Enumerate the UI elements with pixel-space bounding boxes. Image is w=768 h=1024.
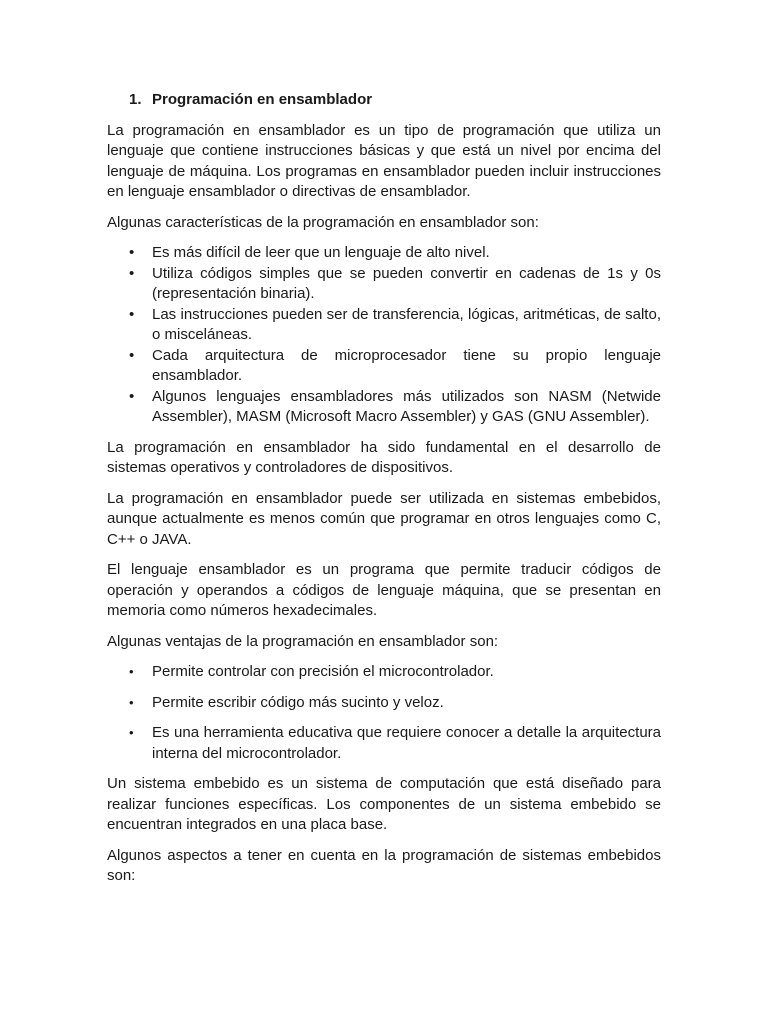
paragraph-assembler-definition: El lenguaje ensamblador es un programa que permite traducir códigos de operación y operandos a códigos de lenguaje máquina, que se presentan en memoria como números hexadecimales. [107,561,661,619]
bullet-icon: • [129,725,134,740]
section-heading [107,90,661,111]
list-item [107,693,661,714]
list-item [107,264,661,305]
paragraph-advantages-lead: Algunas ventajas de la programación en ensamblador son: [107,632,499,650]
list-item [107,346,661,387]
bullet-icon: • [129,664,134,679]
paragraph-intro: La programación en ensamblador es un tipo de programación que utiliza un lenguaje que contiene instrucciones básicas y que está un nivel por encima del lenguaje de máquina. Los programas en ensamblador pueden incluir instrucciones en lenguaje ensamblador o directivas de ensamblador. [107,121,661,200]
list-item-text: Es una herramienta educativa que requiere conocer a detalle la arquitectura interna del microcontrolador. [152,724,661,762]
list-item [107,662,661,683]
bullet-icon: • [129,387,135,405]
list-item-text: Permite controlar con precisión el microcontrolador. [152,663,494,680]
bullet-icon: • [129,305,135,323]
paragraph-characteristics-lead: Algunas características de la programación en ensamblador son: [107,213,539,231]
advantages-list [107,662,661,764]
list-item-text: Permite escribir código más sucinto y veloz. [152,693,444,711]
paragraph-embedded-use: La programación en ensamblador puede ser utilizada en sistemas embebidos, aunque actualmente es menos común que programar en otros lenguajes como C, C++ o JAVA. [107,489,661,548]
list-item-text: Las instrucciones pueden ser de transferencia, lógicas, aritméticas, de salto, o misceláneas. [152,305,661,343]
section-number: 1. [129,91,142,108]
list-item [107,305,661,346]
paragraph-embedded-aspects-lead: Algunos aspectos a tener en cuenta en la programación de sistemas embebidos son: [107,846,661,884]
list-item-text: Cada arquitectura de microprocesador tiene su propio lenguaje ensamblador. [152,346,661,384]
list-item [107,723,661,764]
bullet-icon: • [129,264,135,282]
characteristics-list [107,243,661,428]
paragraph-os-drivers: La programación en ensamblador ha sido fundamental en el desarrollo de sistemas operativos y controladores de dispositivos. [107,438,661,476]
list-item-text: Utiliza códigos simples que se pueden convertir en cadenas de 1s y 0s (representación binaria). [152,264,661,302]
list-item [107,387,661,428]
list-item [107,243,661,264]
document-body [107,90,661,897]
bullet-icon: • [129,694,134,710]
bullet-icon: • [129,346,135,364]
section-title: Programación en ensamblador [152,91,373,108]
list-item-text: Algunos lenguajes ensambladores más utilizados son NASM (Netwide Assembler), MASM (Microsoft Macro Assembler) y GAS (GNU Assembler). [152,387,661,425]
bullet-icon: • [129,244,135,261]
list-item-text: Es más difícil de leer que un lenguaje de alto nivel. [152,244,490,261]
paragraph-embedded-definition: Un sistema embebido es un sistema de computación que está diseñado para realizar funciones específicas. Los componentes de un sistema embebido se encuentran integrados en una placa base. [107,775,661,833]
